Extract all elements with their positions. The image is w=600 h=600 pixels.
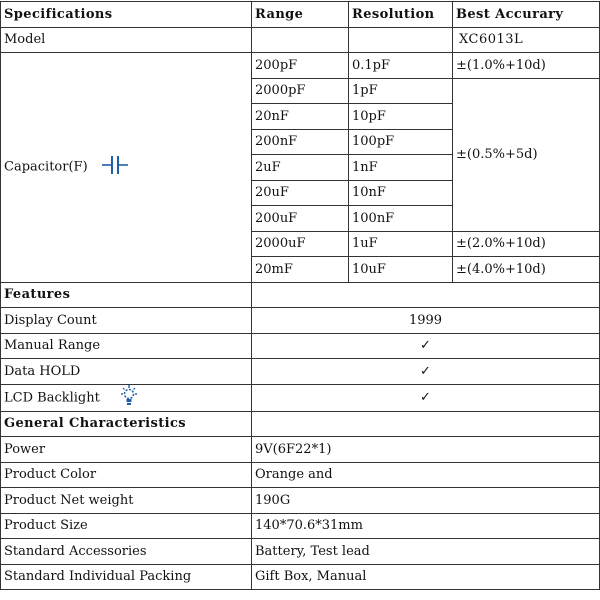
capacitor-range: 2000uF (252, 231, 349, 257)
general-label: Power (1, 437, 252, 463)
feature-label: Display Count (1, 308, 252, 334)
backlight-bulb-icon (120, 385, 138, 411)
general-title: General Characteristics (1, 411, 252, 437)
general-value: 140*70.6*31mm (252, 513, 600, 539)
general-row (1, 564, 600, 590)
capacitor-row (1, 53, 600, 79)
general-value: 190G (252, 488, 600, 514)
general-value: Orange and (252, 462, 600, 488)
general-value: 9V(6F22*1) (252, 437, 600, 463)
capacitor-range: 200pF (252, 53, 349, 79)
capacitor-range: 2000pF (252, 78, 349, 104)
feature-label: Manual Range (1, 333, 252, 359)
model-empty-resolution (349, 27, 453, 53)
capacitor-range: 20mF (252, 257, 349, 283)
feature-value: 1999 (252, 308, 600, 334)
capacitor-resolution: 10nF (349, 180, 453, 206)
header-range: Range (252, 2, 349, 28)
capacitor-resolution: 1uF (349, 231, 453, 257)
capacitor-resolution: 100nF (349, 206, 453, 232)
general-label: Standard Accessories (1, 539, 252, 565)
capacitor-range: 20uF (252, 180, 349, 206)
model-label: Model (1, 27, 252, 53)
capacitor-range: 200uF (252, 206, 349, 232)
general-label: Product Net weight (1, 488, 252, 514)
general-header-row (1, 411, 600, 437)
general-header-empty (252, 411, 600, 437)
model-value: XC6013L (453, 27, 600, 53)
general-label: Standard Individual Packing (1, 564, 252, 590)
general-row (1, 462, 600, 488)
general-value: Gift Box, Manual (252, 564, 600, 590)
capacitor-label: Capacitor(F) (4, 159, 88, 175)
capacitor-label-cell (1, 53, 252, 283)
specifications-table (0, 1, 600, 590)
capacitor-resolution: 1nF (349, 155, 453, 181)
capacitor-accuracy: ±(0.5%+5d) (453, 78, 600, 231)
feature-row (1, 308, 600, 334)
general-label: Product Color (1, 462, 252, 488)
capacitor-icon (102, 154, 128, 180)
feature-label: LCD Backlight (4, 390, 100, 405)
feature-value: ✓ (252, 333, 600, 359)
capacitor-range: 2uF (252, 155, 349, 181)
feature-row (1, 384, 600, 411)
features-header-row (1, 282, 600, 308)
model-empty-range (252, 27, 349, 53)
capacitor-range: 20nF (252, 104, 349, 130)
capacitor-accuracy: ±(1.0%+10d) (453, 53, 600, 79)
feature-row (1, 359, 600, 385)
capacitor-resolution: 10pF (349, 104, 453, 130)
header-best-accuracy: Best Accurary (453, 2, 600, 28)
model-row (1, 27, 600, 53)
features-title: Features (1, 282, 252, 308)
capacitor-accuracy: ±(2.0%+10d) (453, 231, 600, 257)
capacitor-resolution: 0.1pF (349, 53, 453, 79)
feature-label-cell (1, 384, 252, 411)
general-row (1, 437, 600, 463)
feature-row (1, 333, 600, 359)
features-header-empty (252, 282, 600, 308)
feature-value: ✓ (252, 384, 600, 411)
general-row (1, 488, 600, 514)
capacitor-accuracy: ±(4.0%+10d) (453, 257, 600, 283)
header-row (1, 2, 600, 28)
general-row (1, 513, 600, 539)
header-resolution: Resolution (349, 2, 453, 28)
general-value: Battery, Test lead (252, 539, 600, 565)
feature-label: Data HOLD (1, 359, 252, 385)
general-label: Product Size (1, 513, 252, 539)
general-row (1, 539, 600, 565)
capacitor-resolution: 1pF (349, 78, 453, 104)
header-specifications: Specifications (1, 2, 252, 28)
capacitor-resolution: 10uF (349, 257, 453, 283)
capacitor-resolution: 100pF (349, 129, 453, 155)
feature-value: ✓ (252, 359, 600, 385)
capacitor-range: 200nF (252, 129, 349, 155)
